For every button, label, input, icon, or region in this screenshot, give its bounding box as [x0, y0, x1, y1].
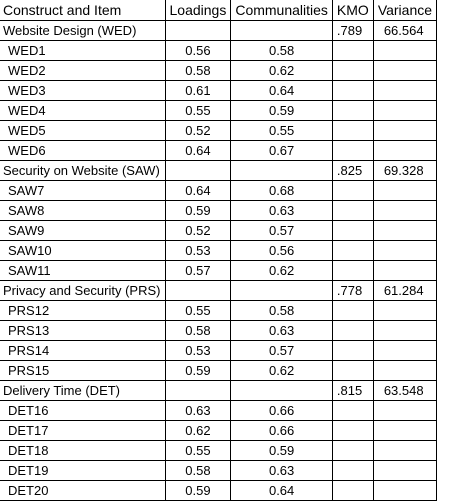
variance-value: 61.284	[373, 281, 436, 301]
item-kmo-empty	[332, 481, 373, 501]
communality-value: 0.67	[231, 141, 333, 161]
communality-value: 0.63	[231, 321, 333, 341]
item-row	[0, 461, 437, 481]
loading-value: 0.53	[165, 241, 231, 261]
loading-value: 0.64	[165, 181, 231, 201]
header-row	[0, 0, 437, 21]
loading-value: 0.52	[165, 121, 231, 141]
item-variance-empty	[373, 181, 436, 201]
item-code: SAW8	[0, 201, 165, 221]
communality-value: 0.57	[231, 221, 333, 241]
item-kmo-empty	[332, 261, 373, 281]
item-kmo-empty	[332, 321, 373, 341]
variance-value: 69.328	[373, 161, 436, 181]
item-row	[0, 321, 437, 341]
loading-value: 0.58	[165, 321, 231, 341]
item-kmo-empty	[332, 201, 373, 221]
item-variance-empty	[373, 401, 436, 421]
item-code: PRS13	[0, 321, 165, 341]
table-body	[0, 21, 437, 501]
item-variance-empty	[373, 201, 436, 221]
item-kmo-empty	[332, 221, 373, 241]
communality-value: 0.64	[231, 481, 333, 501]
construct-name: Delivery Time (DET)	[0, 381, 165, 401]
loading-value: 0.62	[165, 421, 231, 441]
item-kmo-empty	[332, 141, 373, 161]
item-row	[0, 441, 437, 461]
item-code: DET20	[0, 481, 165, 501]
item-code: WED6	[0, 141, 165, 161]
item-variance-empty	[373, 61, 436, 81]
item-row	[0, 141, 437, 161]
item-kmo-empty	[332, 81, 373, 101]
item-variance-empty	[373, 241, 436, 261]
item-row	[0, 241, 437, 261]
loading-value: 0.59	[165, 201, 231, 221]
communality-value: 0.58	[231, 301, 333, 321]
item-row	[0, 481, 437, 501]
item-variance-empty	[373, 461, 436, 481]
item-kmo-empty	[332, 301, 373, 321]
item-variance-empty	[373, 261, 436, 281]
kmo-value: .789	[332, 21, 373, 41]
item-row	[0, 301, 437, 321]
loading-value: 0.52	[165, 221, 231, 241]
item-variance-empty	[373, 221, 436, 241]
item-kmo-empty	[332, 121, 373, 141]
item-kmo-empty	[332, 41, 373, 61]
item-variance-empty	[373, 81, 436, 101]
construct-row	[0, 21, 437, 41]
item-code: WED2	[0, 61, 165, 81]
item-code: WED5	[0, 121, 165, 141]
item-kmo-empty	[332, 361, 373, 381]
item-row	[0, 61, 437, 81]
communality-value: 0.59	[231, 101, 333, 121]
communality-value: 0.63	[231, 461, 333, 481]
item-kmo-empty	[332, 461, 373, 481]
item-code: DET17	[0, 421, 165, 441]
loading-value: 0.55	[165, 301, 231, 321]
construct-communality-empty	[231, 161, 333, 181]
communality-value: 0.66	[231, 421, 333, 441]
construct-name: Privacy and Security (PRS)	[0, 281, 165, 301]
header-variance: Variance	[373, 0, 436, 21]
loading-value: 0.61	[165, 81, 231, 101]
item-code: WED3	[0, 81, 165, 101]
loading-value: 0.58	[165, 61, 231, 81]
construct-name: Website Design (WED)	[0, 21, 165, 41]
item-row	[0, 341, 437, 361]
construct-loading-empty	[165, 21, 231, 41]
item-variance-empty	[373, 141, 436, 161]
communality-value: 0.59	[231, 441, 333, 461]
item-row	[0, 421, 437, 441]
loading-value: 0.59	[165, 481, 231, 501]
loading-value: 0.56	[165, 41, 231, 61]
item-row	[0, 101, 437, 121]
item-kmo-empty	[332, 401, 373, 421]
communality-value: 0.55	[231, 121, 333, 141]
kmo-value: .815	[332, 381, 373, 401]
item-kmo-empty	[332, 181, 373, 201]
item-code: SAW7	[0, 181, 165, 201]
item-kmo-empty	[332, 61, 373, 81]
loading-value: 0.57	[165, 261, 231, 281]
item-row	[0, 261, 437, 281]
item-variance-empty	[373, 101, 436, 121]
item-row	[0, 121, 437, 141]
item-row	[0, 41, 437, 61]
communality-value: 0.66	[231, 401, 333, 421]
item-code: PRS12	[0, 301, 165, 321]
construct-communality-empty	[231, 281, 333, 301]
communality-value: 0.63	[231, 201, 333, 221]
header-kmo: KMO	[332, 0, 373, 21]
loading-value: 0.53	[165, 341, 231, 361]
construct-loading-empty	[165, 381, 231, 401]
loading-value: 0.63	[165, 401, 231, 421]
item-code: DET16	[0, 401, 165, 421]
construct-row	[0, 381, 437, 401]
kmo-value: .825	[332, 161, 373, 181]
item-code: WED1	[0, 41, 165, 61]
item-variance-empty	[373, 321, 436, 341]
item-row	[0, 221, 437, 241]
header-construct-item: Construct and Item	[0, 0, 165, 21]
communality-value: 0.56	[231, 241, 333, 261]
item-row	[0, 181, 437, 201]
loading-value: 0.64	[165, 141, 231, 161]
item-code: PRS14	[0, 341, 165, 361]
item-row	[0, 401, 437, 421]
loading-value: 0.58	[165, 461, 231, 481]
variance-value: 66.564	[373, 21, 436, 41]
item-variance-empty	[373, 421, 436, 441]
item-kmo-empty	[332, 101, 373, 121]
item-kmo-empty	[332, 341, 373, 361]
item-variance-empty	[373, 41, 436, 61]
item-variance-empty	[373, 481, 436, 501]
communality-value: 0.68	[231, 181, 333, 201]
construct-row	[0, 161, 437, 181]
construct-loading-empty	[165, 281, 231, 301]
construct-name: Security on Website (SAW)	[0, 161, 165, 181]
variance-value: 63.548	[373, 381, 436, 401]
construct-communality-empty	[231, 381, 333, 401]
item-code: SAW11	[0, 261, 165, 281]
loading-value: 0.59	[165, 361, 231, 381]
item-row	[0, 361, 437, 381]
item-variance-empty	[373, 121, 436, 141]
communality-value: 0.62	[231, 361, 333, 381]
item-code: SAW9	[0, 221, 165, 241]
communality-value: 0.64	[231, 81, 333, 101]
item-kmo-empty	[332, 421, 373, 441]
item-variance-empty	[373, 361, 436, 381]
communality-value: 0.57	[231, 341, 333, 361]
communality-value: 0.62	[231, 61, 333, 81]
item-code: SAW10	[0, 241, 165, 261]
item-row	[0, 201, 437, 221]
loading-value: 0.55	[165, 441, 231, 461]
header-loadings: Loadings	[165, 0, 231, 21]
item-kmo-empty	[332, 241, 373, 261]
item-variance-empty	[373, 441, 436, 461]
item-code: DET19	[0, 461, 165, 481]
construct-communality-empty	[231, 21, 333, 41]
construct-row	[0, 281, 437, 301]
item-variance-empty	[373, 301, 436, 321]
item-row	[0, 81, 437, 101]
item-code: DET18	[0, 441, 165, 461]
kmo-value: .778	[332, 281, 373, 301]
item-variance-empty	[373, 341, 436, 361]
item-code: WED4	[0, 101, 165, 121]
construct-loading-empty	[165, 161, 231, 181]
communality-value: 0.58	[231, 41, 333, 61]
header-communalities: Communalities	[231, 0, 333, 21]
communality-value: 0.62	[231, 261, 333, 281]
loading-value: 0.55	[165, 101, 231, 121]
item-code: PRS15	[0, 361, 165, 381]
item-kmo-empty	[332, 441, 373, 461]
